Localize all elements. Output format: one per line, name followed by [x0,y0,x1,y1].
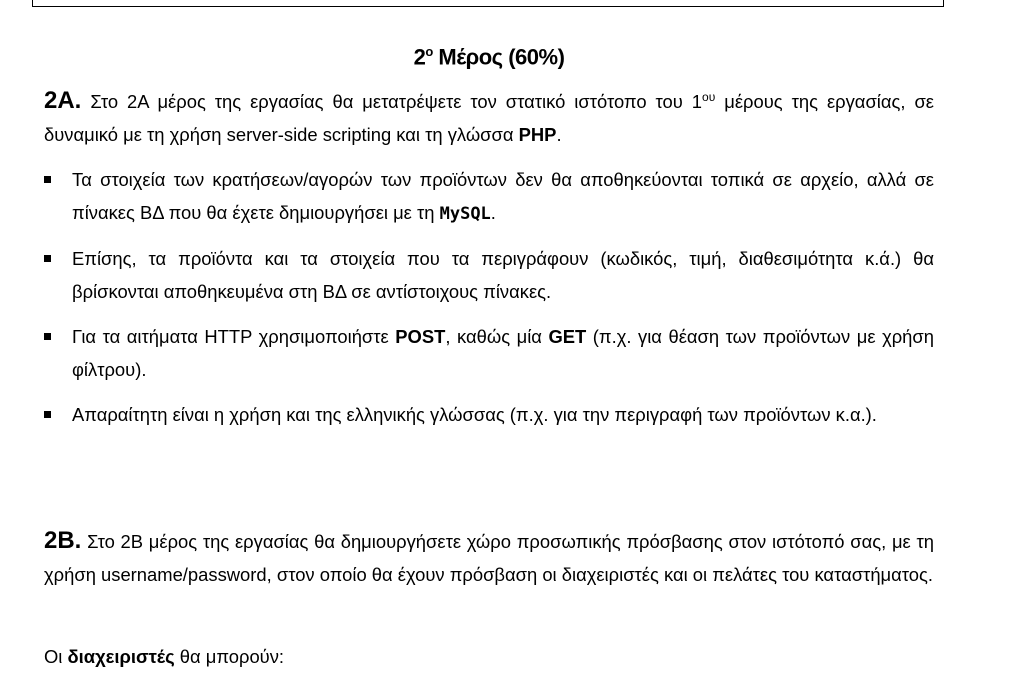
list-item: Για τα αιτήματα HTTP χρησιμοποιήστε POST, καθώς μία GET (π.χ. για θέαση των προϊόντων με χρήση φίλτρου). [44,320,934,386]
part-2b-lead: 2Β. [44,527,82,554]
previous-section-box [32,0,944,7]
part-2a-lead: 2Α. [44,87,82,114]
admins-intro: Οι διαχειριστές θα μπορούν: [44,646,285,667]
part-2b-paragraph: 2Β. Στο 2Β μέρος της εργασίας θα δημιουργήσετε χώρο προσωπικής πρόσβασης στον ιστότοπό σας, με τη χρήση username/password, στον οποίο θα έχουν πρόσβαση οι διαχειριστές και οι πελάτες του καταστήματος. [44,527,934,585]
part-2a-paragraph: 2Α. Στο 2Α μέρος της εργασίας θα μετατρέψετε τον στατικό ιστότοπο του $1^{o\upsilon}$ μέρους της εργασίας, σε δυναμικό με τη χρήση server-side scripting και τη γλώσσα PHP. [44,87,934,145]
list-item: Τα στοιχεία των κρατήσεων/αγορών των προϊόντων δεν θα αποθηκεύονται τοπικά σε αρχείο, αλλά σε πίνακες ΒΔ που θα έχετε δημιουργήσει με τη MySQL. [44,163,934,231]
list-item: Απαραίτητη είναι η χρήση και της ελληνικής γλώσσας (π.χ. για την περιγραφή των προϊόντων κ.α.). [44,398,934,431]
bullet-icon [44,411,51,418]
list-item: Επίσης, τα προϊόντα και τα στοιχεία που τα περιγράφουν (κωδικός, τιμή, διαθεσιμότητα κ.ά.) θα βρίσκονται αποθηκευμένα στη ΒΔ σε αντίστοιχους πίνακες. [44,242,934,308]
bullet-icon [44,255,51,262]
section-title: $2^o$ Μέρος (60%) [413,44,565,70]
bullet-icon [44,333,51,340]
bullet-icon [44,176,51,183]
